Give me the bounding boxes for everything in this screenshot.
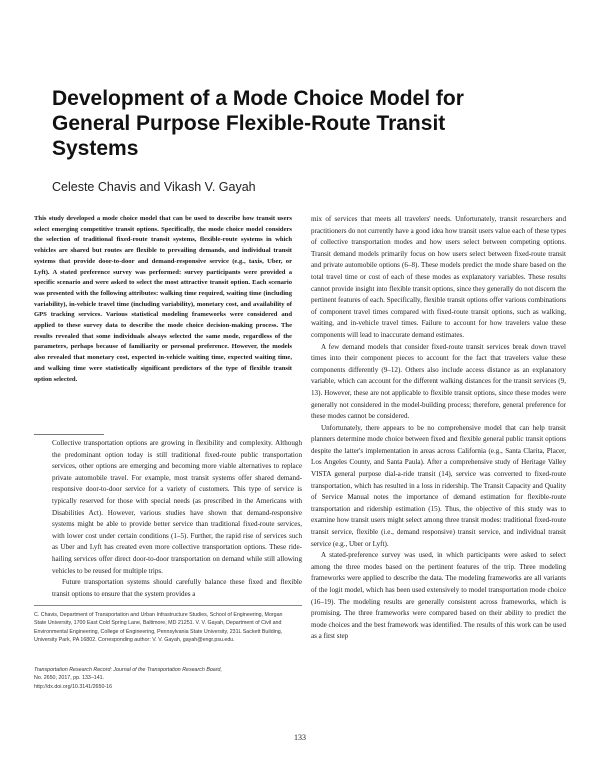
intro-paragraph: Collective transportation options are growing in flexibility and complexity. Although the predominant option today is still traditional fixed-route public transportation services, other options are emerging and becoming more viable alternatives to replace private automobile travel. For example, most transit systems offer shared demand-responsive door-to-door service for a variety of customers. This type of service is typically reserved for those with special needs (as prescribed in the Americans with Disabilities Act). However, various studies have shown that demand-responsive systems might be able to provide better service than traditional fixed-route services, with lower cost under certain conditions (1–5). Further, the rapid rise of services such as Uber and Lyft has created even more collective transportation options. These ride-hailing services offer direct door-to-door transportation on demand while still allowing vehicles to be reused for multiple trips.: [52, 439, 302, 575]
body-paragraph: mix of services that meets all travelers' needs. Unfortunately, transit researchers and practitioners do not currently have a good idea how transit users value each of these types of collective transportation modes and how users select between competing options. Transit demand models primarily focus on how users select between fixed-route transit and private automobile options (6–8). These models predict the mode share based on the total travel time or cost of each of these modes as explanatory variables. These results cannot provide insight into flexible transit options, since they generally do not discern the pertinent features of each. Specifically, flexible transit options offer various combinations of component travel times compared with fixed-route transit options, such as walking, waiting, and in-vehicle travel times. Failure to account for how travelers value these components will lead to inaccurate demand estimates.: [311, 215, 566, 339]
abstract: This study developed a mode choice model that can be used to describe how transit users select emerging competitive transit options. Specifically, the mode choice model considers the selection of traditional fixed-route transit systems, flexible-route systems in which vehicles are shared but routes are flexible to prevailing demands, and individual transit systems that provide door-to-door and demand-responsive service (e.g., taxis, Uber, or Lyft). A stated preference survey was performed: survey participants were provided a specific scenario and were asked to select the most attractive transit option. Each scenario was presented with the following attributes: walking time required, waiting time (including variability), in-vehicle travel time (including variability), monetary cost, and availability of GPS tracking services. Various statistical modeling frameworks were considered and applied to these survey data to describe the mode choice decision-making process. The results revealed that some individuals always selected the same mode, regardless of the parameters, perhaps because of familiarity or personal preference. However, the models also revealed that monetary cost, expected in-vehicle waiting time, expected waiting time, and walking time were statistically significant predictors of the type of flexible transit option selected.: [34, 215, 292, 383]
journal-details: No. 2650, 2017, pp. 133–141.: [34, 675, 105, 682]
introduction-text: [52, 438, 302, 600]
journal-name: Transportation Research Record: Journal of the Transportation Research Board,: [34, 667, 222, 673]
author-line: Celeste Chavis and Vikash V. Gayah: [52, 180, 256, 194]
page-number: 133: [294, 733, 306, 742]
intro-paragraph: Future transportation systems should carefully balance these fixed and flexible transit options to ensure that the system provides a: [52, 578, 302, 598]
doi-link[interactable]: http://dx.doi.org/10.3141/2650-16: [34, 683, 113, 690]
right-column: [311, 214, 566, 643]
body-paragraph: A stated-preference survey was used, in which participants were asked to select among the three modes based on the pertinent features of the trip. Three modeling frameworks were applied to describe the data. The modeling frameworks are all variants of the logit model, which has been used extensively to model transportation mode choice (16–19). The modeling results are generally consistent across frameworks, which is promising. The three frameworks were compared based on their ability to predict the mode choices and the best framework was identified. The results of this work can be used as a first step: [311, 551, 566, 641]
footnote-divider: [34, 605, 302, 606]
journal-citation: [34, 666, 296, 691]
body-paragraph: Unfortunately, there appears to be no comprehensive model that can help transit planners determine mode choice between fixed and flexible general public transit options despite the latter's implementation in areas across California (e.g., Santa Clarita, Placer, Los Angeles County, and Santa Paula). After a comprehensive study of Heritage Valley VISTA general purpose dial-a-ride transit (14), service was converted to fixed-route transportation, which has resulted in a loss in ridership. The Transit Capacity and Quality of Service Manual notes the importance of demand estimation for flexible-route transportation and ridership estimation (15). Thus, the objective of this study was to examine how transit users might select among three transit modes: traditional fixed-route transit service, flexible (i.e., demand responsive) transit service, and individual transit service (e.g., Uber or Lyft).: [311, 423, 566, 548]
body-paragraph: A few demand models that consider fixed-route transit services break down travel times into their component pieces to account for the fact that travelers value these components differently (9–12). Others also include access distance as an explanatory variable, which can account for the different walking distances for the transit services (9, 13). However, these are not applicable to flexible transit options, since these modes were generally not considered in the model-building process; therefore, general preference for these modes cannot be considered.: [311, 342, 566, 421]
paper-title: Development of a Mode Choice Model for General Purpose Flexible-Route Transit Systems: [52, 87, 464, 160]
author-affiliations: C. Chavis, Department of Transportation and Urban Infrastructure Studies, School of Engineering, Morgan State University, 1700 East Cold Spring Lane, Baltimore, MD 21251. V. V. Gayah, Department of Civil and Environmental Engineering, College of Engineering, Pennsylvania State University, 231L Sackett Building, University Park, PA 16802. Corresponding author: V. V. Gayah, gayah@engr.psu.edu.: [34, 612, 283, 644]
section-divider: [34, 434, 104, 435]
